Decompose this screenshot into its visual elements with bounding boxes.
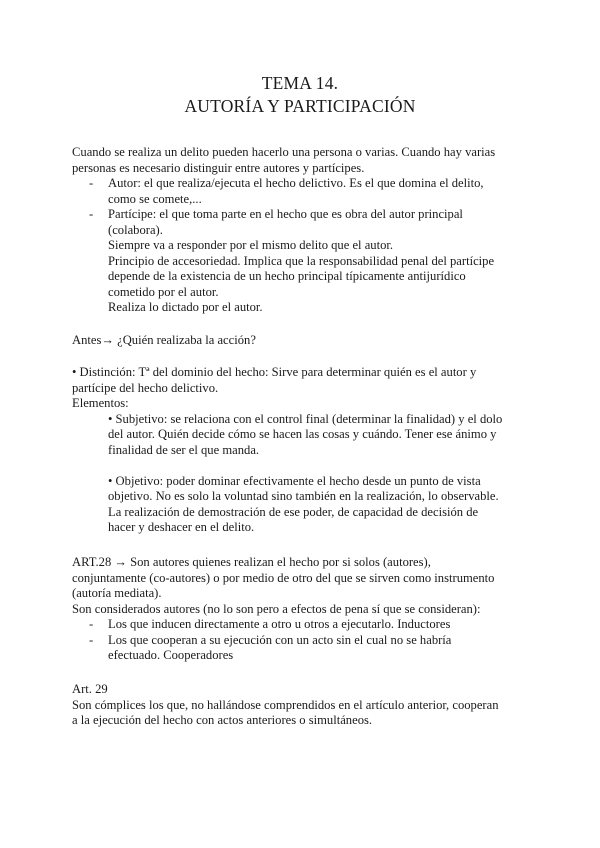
subjetivo-paragraph xyxy=(72,412,532,459)
subjetivo-line: del autor. Quién decide cómo se hacen las cosas y cuándo. Tener ese ánimo y xyxy=(108,427,497,441)
subjetivo-line: • Subjetivo: se relaciona con el control final (determinar la finalidad) y el dolo xyxy=(108,411,503,426)
distincion-line: • Distinción: Tª del dominio del hecho: Sirve para determinar quién es el autor y xyxy=(72,365,477,379)
page-title: AUTORÍA Y PARTICIPACIÓN xyxy=(184,96,416,116)
art29-title: Art. 29 xyxy=(72,682,108,696)
dash-bullet: - xyxy=(89,207,94,221)
distincion-section xyxy=(72,365,532,536)
page-title-number: TEMA 14. xyxy=(261,73,339,93)
intro-line: personas es necesario distinguir entre autores y partícipes. xyxy=(72,160,365,175)
subjetivo-line: finalidad de ser el que manda. xyxy=(108,442,260,457)
dash-bullet: - xyxy=(89,632,94,647)
list-item-participe xyxy=(72,207,532,316)
list-item-line: como se comete,... xyxy=(108,191,202,206)
list-item-line: efectuado. Cooperadores xyxy=(108,648,234,662)
antes-line: Antes→ ¿Quién realizaba la acción? xyxy=(72,333,256,347)
art28-line: ART.28 → Son autores quienes realizan el hecho por si solos (autores), xyxy=(72,555,431,569)
art28-section xyxy=(72,555,532,664)
intro-line: Cuando se realiza un delito pueden hacerlo una persona o varias. Cuando hay varias xyxy=(72,145,496,159)
dash-bullet: - xyxy=(89,617,94,631)
objetivo-line: objetivo. No es solo la voluntad sino también en la realización, lo observable. xyxy=(108,489,499,503)
list-item-line: Partícipe: el que toma parte en el hecho que es obra del autor principal xyxy=(108,207,463,221)
antes-section xyxy=(72,333,532,349)
objetivo-line: hacer y deshacer en el delito. xyxy=(108,520,255,534)
list-item-line: (colabora). xyxy=(108,222,163,237)
art28-line: conjuntamente (co-autores) o por medio de otro del que se sirven como instrumento xyxy=(72,570,495,585)
list-item-line: depende de la existencia de un hecho principal típicamente antijurídico xyxy=(108,269,466,283)
list-item-cooperadores xyxy=(72,633,532,664)
objetivo-line: • Objetivo: poder dominar efectivamente el hecho desde un punto de vista xyxy=(108,473,481,488)
art29-line: a la ejecución del hecho con actos anteriores o simultáneos. xyxy=(72,713,373,727)
list-item-line: Siempre va a responder por el mismo delito que el autor. xyxy=(108,238,394,252)
dash-bullet: - xyxy=(89,176,94,190)
art29-line: Son cómplices los que, no hallándose comprendidos en el artículo anterior, cooperan xyxy=(72,697,499,712)
art29-section xyxy=(72,682,532,729)
list-item-inductores xyxy=(72,617,532,633)
list-item-autor xyxy=(72,176,532,207)
list-item-line: Realiza lo dictado por el autor. xyxy=(108,300,263,314)
list-item-line: Principio de accesoriedad. Implica que la responsabilidad penal del partícipe xyxy=(108,253,495,268)
elementos-label: Elementos: xyxy=(72,396,129,410)
list-item-line: cometido por el autor. xyxy=(108,284,219,299)
list-item-line: Los que inducen directamente a otro u otros a ejecutarlo. Inductores xyxy=(108,617,451,631)
distincion-line: partícipe del hecho delictivo. xyxy=(72,380,219,395)
list-item-line: Autor: el que realiza/ejecuta el hecho delictivo. Es el que domina el delito, xyxy=(108,176,484,190)
objetivo-line: La realización de demostración de ese poder, de capacidad de decisión de xyxy=(108,504,479,519)
spacer xyxy=(72,458,532,474)
list-item-line: Los que cooperan a su ejecución con un acto sin el cual no se habría xyxy=(108,632,452,647)
art28-line: Son considerados autores (no lo son pero a efectos de pena sí que se consideran): xyxy=(72,601,481,616)
objetivo-paragraph xyxy=(72,474,532,536)
art28-line: (autoría mediata). xyxy=(72,586,162,600)
intro-section xyxy=(72,145,532,316)
